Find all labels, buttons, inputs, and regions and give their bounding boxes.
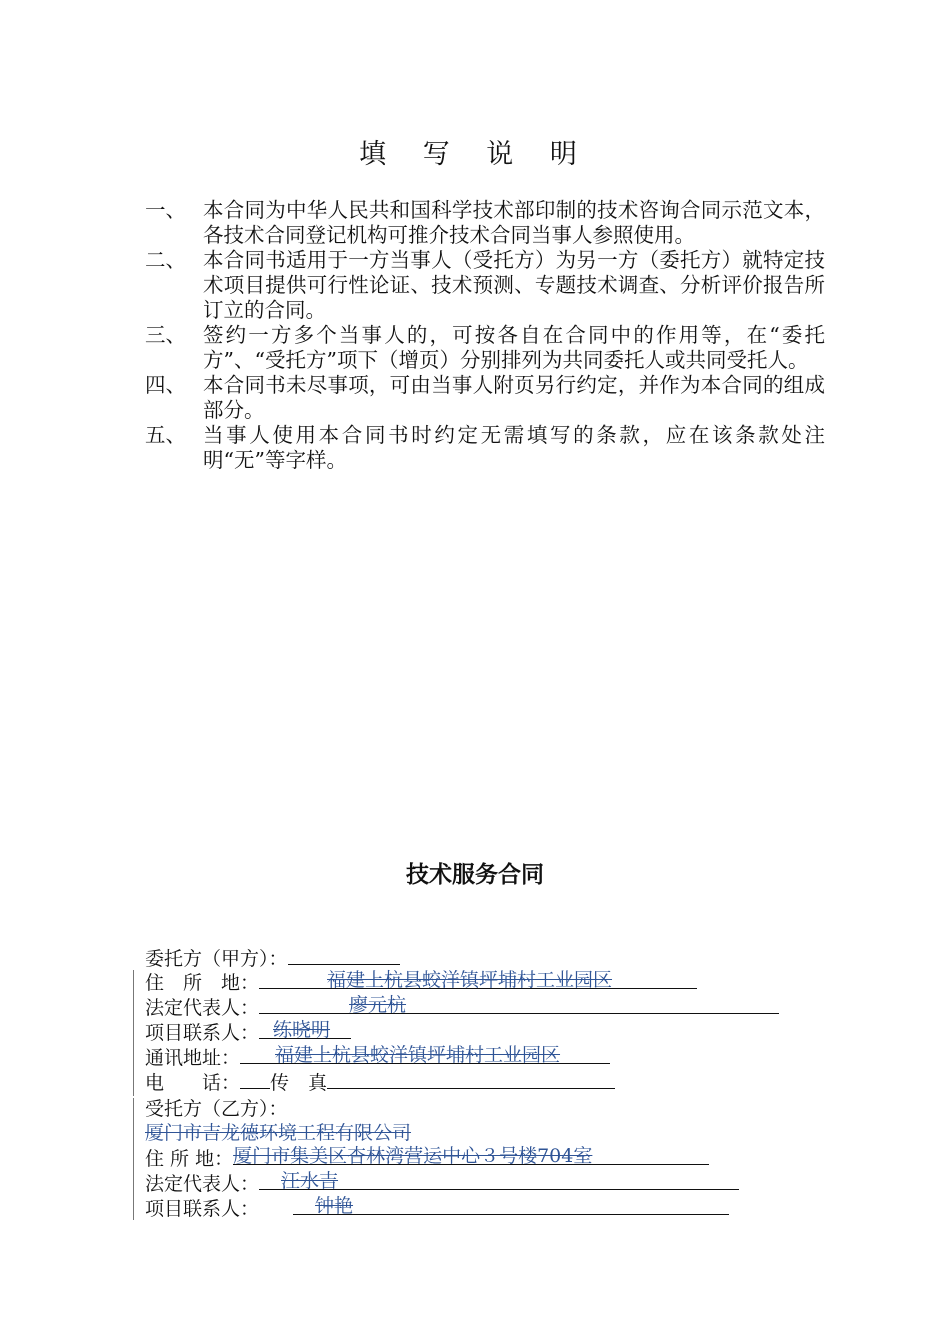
contractor-rep-line: 法定代表人： 汪水吉 [145, 1171, 739, 1196]
contractor-company: 厦门市吉龙德环境工程有限公司 [145, 1122, 412, 1144]
instruction-item-2: 二、 本合同书适用于一方当事人（受托方）为另一方（委托方）就特定技术项目提供可行性论证、技术预测、专题技术调查、分析评价报告所订立的合同。 [145, 248, 825, 322]
instruction-item-1: 一、 本合同为中华人民共和国科学技术部印制的技术咨询合同示范文本，各技术合同登记机构可推介技术合同当事人参照使用。 [145, 198, 825, 247]
instructions-title: 填 写 说 明 [359, 139, 591, 170]
client-contact-line: 项目联系人： 练晓明 [145, 1020, 351, 1045]
instruction-item-4: 四、 本合同书未尽事项，可由当事人附页另行约定，并作为本合同的组成部分。 [145, 373, 825, 422]
contract-title: 技术服务合同 [406, 862, 544, 888]
contractor-address-line: 住 所 地： 厦门市集美区杏林湾营运中心３号楼704室 [145, 1146, 709, 1171]
client-phone-line: 电 话： 传 真 [145, 1070, 615, 1095]
client-rep-line: 法定代表人： 廖元杭 [145, 995, 779, 1020]
contractor-heading: 受托方（乙方）： [145, 1098, 288, 1120]
revision-bar [133, 1098, 134, 1220]
client-address-line: 住 所 地： 福建上杭县蛟洋镇坪埔村工业园区 [145, 970, 697, 995]
instruction-item-3: 三、 签约一方多个当事人的，可按各自在合同中的作用等，在“委托方”、“受托方”项下（增页）分别排列为共同委托人或共同受托人。 [145, 323, 825, 372]
client-heading-line: 委托方（甲方）： [145, 946, 400, 971]
contractor-contact-line: 项目联系人： 钟艳 [145, 1196, 729, 1221]
revision-bar [133, 970, 134, 1096]
instructions-list [145, 198, 825, 473]
client-mail-line: 通讯地址： 福建上杭县蛟洋镇坪埔村工业园区 [145, 1045, 610, 1070]
instruction-item-5: 五、 当事人使用本合同书时约定无需填写的条款，应在该条款处注明“无”等字样。 [145, 423, 825, 472]
